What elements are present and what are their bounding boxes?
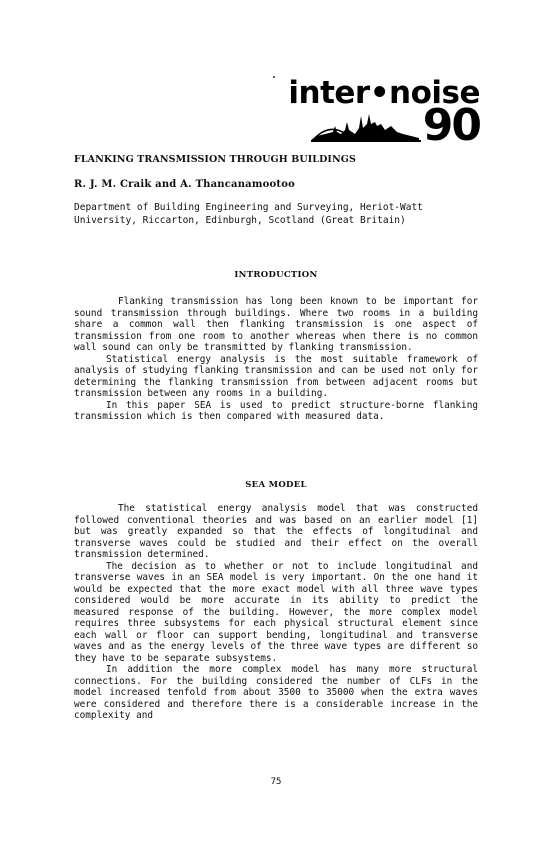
page-number: 75 [270, 777, 282, 787]
section-body-introduction [74, 296, 478, 423]
skyline-logo-icon [311, 112, 421, 142]
paragraph: The statistical energy analysis model that was constructed followed conventional theories and was based on an earlier model [1] but was greatly expanded so that the effects of longitudinal and transverse waves could be studied and their effect on the overall transmission determined. [74, 503, 478, 560]
logo-year: 90 [422, 100, 480, 151]
paper-title: FLANKING TRANSMISSION THROUGH BUILDINGS [74, 154, 356, 165]
section-body-sea-model [74, 503, 478, 722]
paragraph: The decision as to whether or not to include longitudinal and transverse waves in an SEA model is very important. On the one hand it would be expected that the more exact model with all three wave types considered would be more accurate in its ability to predict the measured response of the building. However, the more complex model requires three subsystems for each physical structural element since each wall or floor can support bending, longitudinal and transverse waves and as the energy levels of the three wave types are different so they have to be separate subsystems. [74, 560, 478, 664]
author-affiliation: Department of Building Engineering and Surveying, Heriot-Watt University, Riccarton, Edinburgh, Scotland (Great Britain) [74, 202, 423, 226]
speck [273, 76, 275, 78]
logo-wordmark: inter•noise [288, 75, 480, 111]
section-heading-introduction: INTRODUCTION [234, 270, 318, 280]
paper-authors: R. J. M. Craik and A. Thancanamootoo [74, 179, 295, 190]
paragraph: Statistical energy analysis is the most suitable framework of analysis of studying flanking transmission and can be used not only for determining the flanking transmission from between adjacent rooms but transmission between any rooms in a building. [74, 353, 478, 399]
section-heading-sea-model: SEA MODEL [245, 480, 307, 490]
paragraph: In addition the more complex model has many more structural connections. For the building considered the number of CLFs in the model increased tenfold from about 3500 to 35000 when the extra waves were considered and therefore there is a considerable increase in the complexity and [74, 664, 478, 721]
internoise-90-logo [285, 74, 480, 151]
paragraph: In this paper SEA is used to predict structure-borne flanking transmission which is then compared with measured data. [74, 399, 478, 422]
paragraph: Flanking transmission has long been known to be important for sound transmission through buildings. Where two rooms in a building share a common wall then flanking transmission is one aspect of transmission from one room to another whereas when there is no common wall sound can only be transmitted by flanking transmission. [74, 296, 478, 353]
